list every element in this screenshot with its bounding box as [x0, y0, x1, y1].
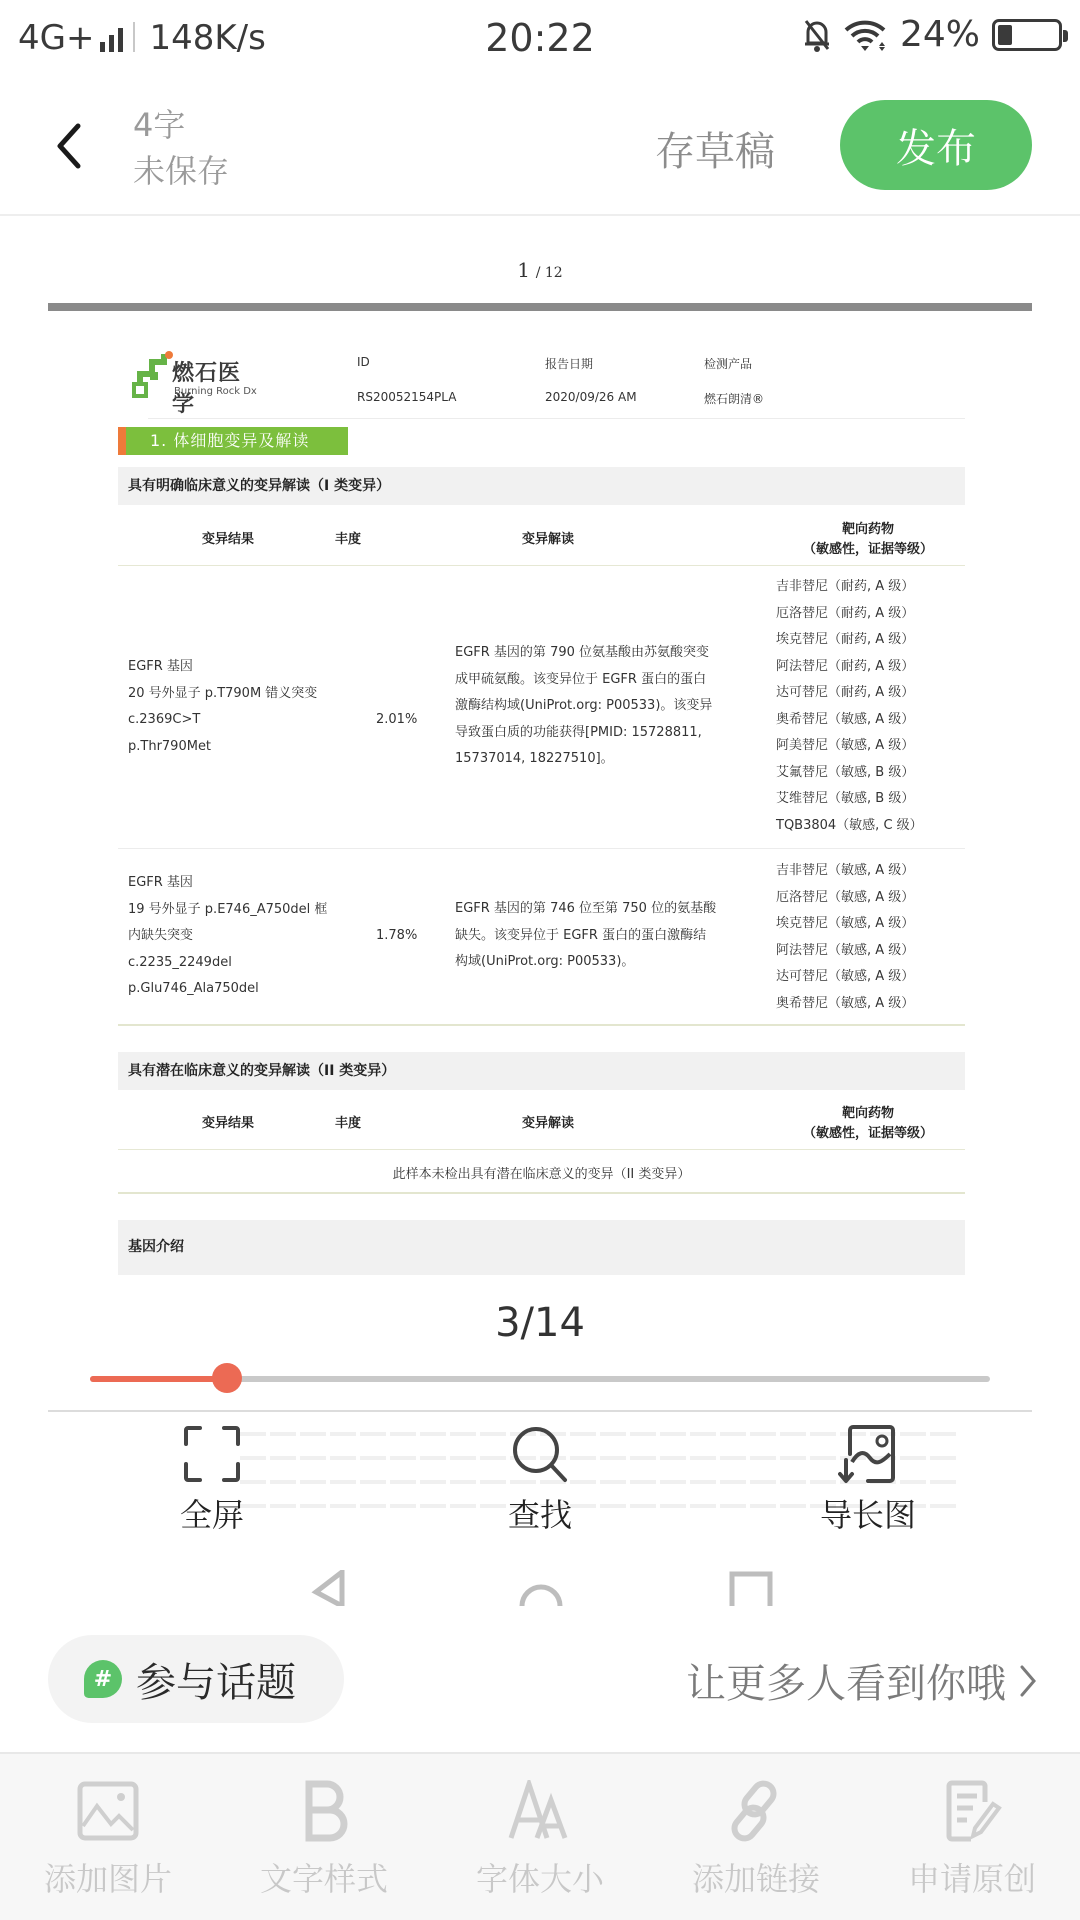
meta-separator: [148, 418, 965, 419]
table1-title: 具有明确临床意义的变异解读（I 类变异）: [118, 467, 965, 505]
table2-bottom-border: [118, 1192, 965, 1194]
join-topic-button[interactable]: [48, 1635, 344, 1723]
page-divider-bar: [48, 303, 1032, 311]
doc-page-total: / 12: [535, 265, 563, 281]
clock: 20:22: [485, 16, 595, 60]
chevron-right-icon: [1018, 1663, 1038, 1699]
page-slider[interactable]: [90, 1376, 990, 1382]
col-interpretation: 变异解读: [521, 532, 574, 547]
promote-link[interactable]: [686, 1652, 1038, 1709]
col-result: 变异结果: [201, 1116, 254, 1131]
find-button[interactable]: [470, 1424, 610, 1536]
meta-product-label: 检测产品: [704, 357, 753, 371]
meta-product-value: 燃石朗清®: [704, 392, 765, 406]
col-drugs: 靶向药物: [841, 1106, 894, 1121]
meta-id-value: RS20052154PLA: [357, 390, 457, 404]
row1-drugs: 吉非替尼（耐药, A 级） 厄洛替尼（耐药, A 级） 埃克替尼（耐药, A 级） 阿法替尼（耐药, A 级） 达可替尼（耐药, A 级） 奥希替尼（敏感, A 级） 阿美替尼（敏感, A 级） 艾氟替尼（敏感, B 级） 艾维替尼（敏感, B 级） TQB3804（敏感, C 级）: [776, 579, 923, 833]
word-count: 4字: [133, 106, 186, 144]
add-image-button[interactable]: [18, 1780, 198, 1900]
bell-muted-icon: [802, 17, 832, 53]
meta-date-value: 2020/09/26 AM: [545, 390, 637, 404]
wifi-icon: [844, 18, 888, 52]
doc-page-number: [0, 258, 1080, 282]
slider-thumb[interactable]: [212, 1363, 242, 1393]
col-abundance: 丰度: [334, 532, 361, 547]
find-label: 查找: [507, 1496, 572, 1534]
col-interpretation: 变异解读: [521, 1116, 574, 1131]
original-icon: [941, 1780, 1003, 1842]
table2-empty-message: 此样本未检出具有潜在临床意义的变异（II 类变异）: [392, 1167, 691, 1182]
doc-page-current: 1: [517, 258, 530, 282]
long-image-icon: [838, 1424, 898, 1484]
nav-back-icon: [306, 1570, 356, 1606]
meta-date-label: 报告日期: [545, 357, 594, 371]
logo-mark-icon: [132, 350, 176, 402]
join-topic-label: 参与话题: [136, 1659, 296, 1706]
row1-interpretation: EGFR 基因的第 790 位氨基酸由苏氨酸突变 成甲硫氨酸。该变异位于 EGFR 蛋白的蛋白 激酶结构域(UniProt.org: P00533)。该变异 导致蛋白质的功能获得[PMID: 15728811, 15737014, 18227510]。: [455, 645, 713, 766]
table1-bottom-border: [118, 1024, 965, 1026]
page-indicator: 3/14: [495, 1300, 585, 1346]
row1-result: EGFR 基因 20 号外显子 p.T790M 错义突变 c.2369C>T p.Thr790Met: [128, 659, 318, 754]
section-tag: 1. 体细胞变异及解读: [118, 427, 348, 455]
meta-id-label: ID: [357, 355, 370, 369]
row2-drugs: 吉非替尼（敏感, A 级） 厄洛替尼（敏感, A 级） 埃克替尼（敏感, A 级） 阿法替尼（敏感, A 级） 达可替尼（敏感, A 级） 奥希替尼（敏感, A 级）: [776, 863, 915, 1011]
font-size-icon: [507, 1780, 573, 1842]
row2-abundance: 1.78%: [376, 928, 418, 943]
editor-toolbar: [0, 1752, 1080, 1920]
table2-title: 具有潜在临床意义的变异解读（II 类变异）: [118, 1052, 965, 1090]
document-preview[interactable]: [0, 218, 1080, 1408]
col-drugs-sub: （敏感性，证据等级）: [802, 542, 933, 557]
battery-icon: [992, 19, 1062, 51]
add-image-label: 添加图片: [43, 1860, 172, 1898]
bold-icon: [293, 1780, 355, 1842]
text-style-label: 文字样式: [259, 1860, 388, 1898]
fullscreen-label: 全屏: [179, 1496, 244, 1534]
search-icon: [510, 1424, 570, 1484]
row1-abundance: 2.01%: [376, 712, 418, 727]
promote-label: 让更多人看到你哦: [686, 1661, 1006, 1707]
publish-button[interactable]: 发布: [840, 100, 1032, 190]
company-logo: [132, 350, 262, 417]
gene-intro-title: 基因介绍: [118, 1220, 965, 1275]
row-separator: [118, 848, 965, 849]
link-icon: [725, 1780, 787, 1842]
row2-interpretation: EGFR 基因的第 746 位至第 750 位的氨基酸 缺失。该变异位于 EGFR 蛋白的蛋白激酶结 构域(UniProt.org: P00533)。: [455, 901, 717, 969]
font-size-label: 字体大小: [475, 1860, 604, 1898]
back-icon[interactable]: [48, 116, 88, 176]
network-speed: 148K/s: [149, 18, 266, 58]
nav-home-icon: [516, 1570, 566, 1606]
save-draft-button[interactable]: 存草稿: [655, 129, 775, 175]
export-long-image-label: 导长图: [819, 1496, 916, 1534]
word-count-status: [133, 102, 229, 194]
logo-text-en: Burning Rock Dx: [174, 386, 257, 397]
col-abundance: 丰度: [334, 1116, 361, 1131]
export-long-image-button[interactable]: [798, 1424, 938, 1536]
add-link-button[interactable]: [666, 1780, 846, 1900]
nav-recents-icon: [726, 1570, 776, 1606]
slider-fill: [90, 1376, 227, 1382]
logo-text-cn: 燃石医学: [172, 361, 242, 417]
hashtag-icon: #: [84, 1660, 122, 1698]
save-state: 未保存: [133, 152, 230, 190]
col-result: 变异结果: [201, 532, 254, 547]
col-drugs-sub: （敏感性，证据等级）: [802, 1126, 933, 1141]
row2-result: EGFR 基因 19 号外显子 p.E746_A750del 框 内缺失突变 c.2235_2249del p.Glu746_Ala750del: [128, 875, 328, 996]
fullscreen-button[interactable]: [142, 1424, 282, 1536]
network-type: 4G+: [18, 18, 95, 58]
apply-original-label: 申请原创: [907, 1860, 1036, 1898]
table1-header: [118, 508, 965, 566]
editor-header: [0, 80, 1080, 216]
battery-percent: 24%: [899, 14, 980, 55]
image-icon: [77, 1780, 139, 1842]
text-style-button[interactable]: [234, 1780, 414, 1900]
apply-original-button[interactable]: [882, 1780, 1062, 1900]
font-size-button[interactable]: [450, 1780, 630, 1900]
status-bar: [0, 0, 1080, 80]
table2-header: [118, 1092, 965, 1150]
fullscreen-icon: [182, 1424, 242, 1484]
col-drugs: 靶向药物: [841, 522, 894, 537]
add-link-label: 添加链接: [691, 1860, 820, 1898]
